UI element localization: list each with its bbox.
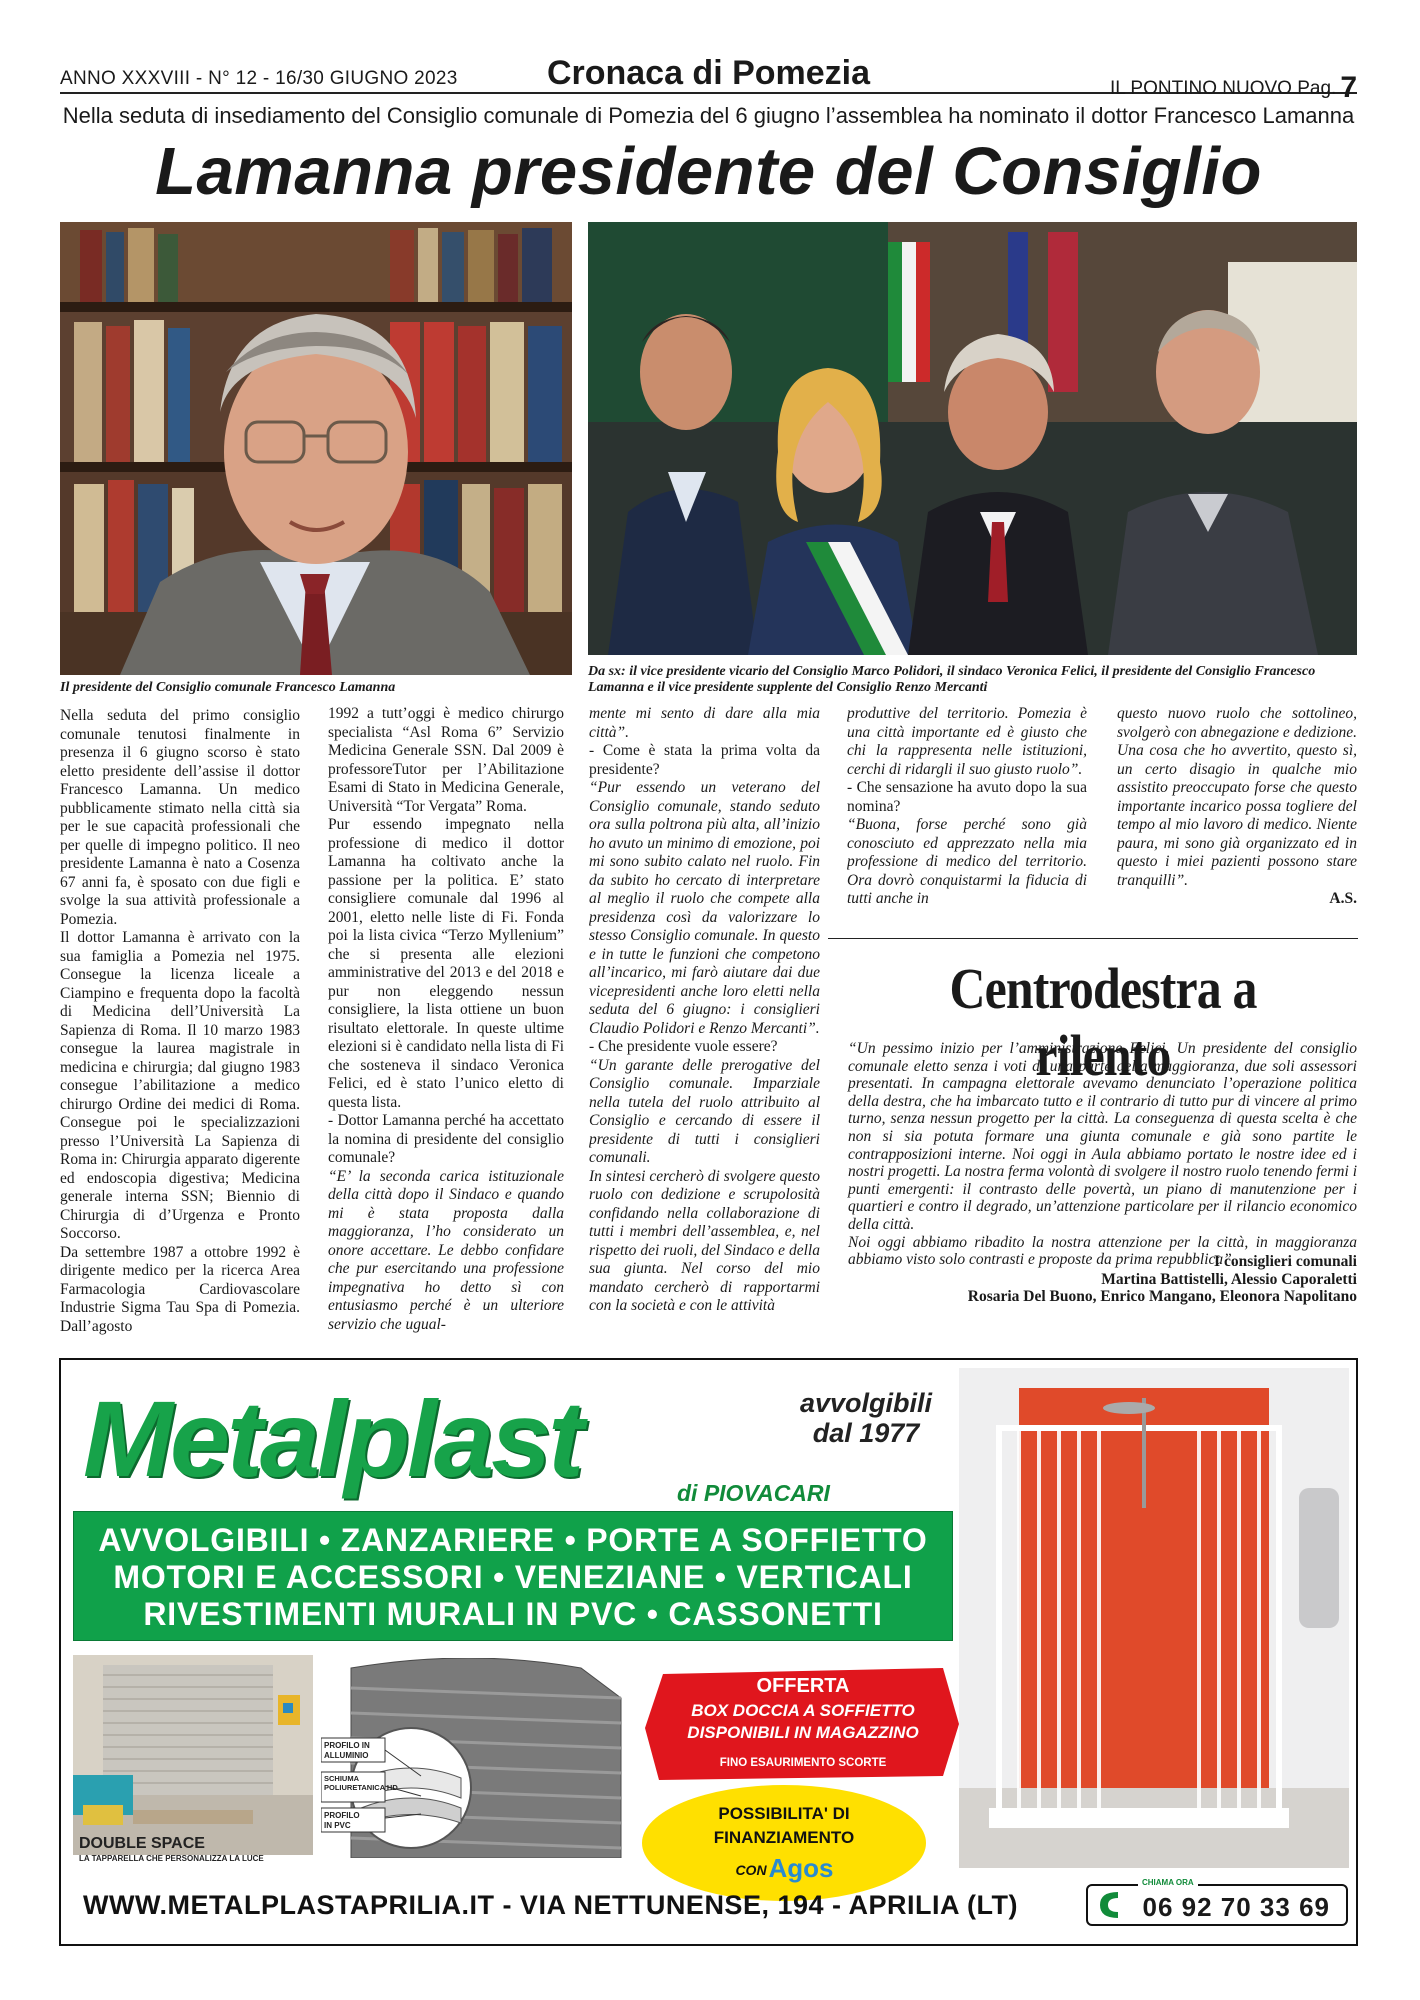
agos-logo: Agos: [768, 1853, 834, 1883]
portrait-photo: [60, 222, 572, 675]
offer-note: FINO ESAURIMENTO SCORTE: [719, 1757, 887, 1769]
offer-line: DISPONIBILI IN MAGAZZINO: [687, 1723, 919, 1742]
double-space-tagline: LA TAPPARELLA CHE PERSONALIZZA LA LUCE: [79, 1854, 264, 1863]
article-paragraph: Nella seduta del primo consiglio comunale tenutosi finalmente in presenza il 6 giugno scorso è stato eletto presidente dell’assise il dottor Francesco Lamanna. Un medico pubblicamente stimato nella città sia per le sue capacità professionali che per quelle di impegno politico. Il neo presidente Lamanna è nato a Cosenza 67 anni fa, è sposato con due figli e svolge la sua attività professionale a Pomezia.: [60, 707, 300, 928]
sidebar-divider: [828, 938, 1358, 939]
group-illustration: [588, 222, 1357, 655]
phone-number[interactable]: 06 92 70 33 69: [1142, 1892, 1330, 1922]
group-caption: Da sx: il vice presidente vicario del Consiglio Marco Polidori, il sindaco Veronica Felici, il presidente del Consiglio Francesco Lamanna e il vice presidente supplente del Consiglio Renzo Mercanti: [588, 664, 1316, 695]
roll-label-3: PROFILO: [324, 1811, 360, 1820]
article-column-5: [1117, 705, 1357, 935]
signature-line: Rosaria Del Buono, Enrico Mangano, Eleonora Napolitano: [967, 1288, 1357, 1306]
roll-label-2b: POLIURETANICA HD: [324, 1783, 398, 1792]
shutter-illustration: [321, 1658, 651, 1858]
article-column-1: [60, 707, 300, 1347]
ad-footer: [73, 1876, 1348, 1934]
sidebar-paragraph: Noi oggi abbiamo ribadito la nostra attenzione per la città, in maggioranza abbiamo visto solo contrasti e proposte da prima repubblica”.: [848, 1233, 1357, 1269]
article-paragraph: Da settembre 1987 a ottobre 1992 è dirigente medico per la ricerca Area Farmacologia Cardiovascolare Industrie Sigma Tau Spa di Pomezia. Dall’agosto: [60, 1243, 300, 1335]
call-now-label: CHIAMA ORA: [1138, 1878, 1198, 1887]
interview-answer: In sintesi cercherò di svolgere questo ruolo con dedizione e scrupolosità confidando nella collaborazione di tutti i membri dell’assemblea, e, nel rispetto dei ruoli, del Sindaco e della sua giunta. Nel corso del mio mandato cercherò di rapportarmi con la società e con le attività: [589, 1167, 820, 1314]
finance-line: POSSIBILITA' DI: [718, 1804, 850, 1823]
issue-info: ANNO XXXVIII - N° 12 - 16/30 GIUGNO 2023: [60, 68, 458, 89]
article-headline: Lamanna presidente del Consiglio: [155, 134, 1262, 209]
interview-answer: “Pur essendo un veterano del Consiglio comunale, stando seduto ora sulla poltrona più alta, all’inizio ho avuto un minimo di emozione, poi mi sono subito calato nel ruolo. Fin da subito ho cercato di interpretare al meglio il ruolo che compete alla presidenza così da valorizzare lo stesso Consiglio comunale. In questo e in tutte le funzioni che competono all’incarico, mi farò aiutare dai due vicepresidenti anche loro eletti nella seduta del 6 giugno: i consiglieri Claudio Polidori e Renzo Mercanti”.: [589, 779, 820, 1037]
room-illustration: [73, 1655, 313, 1855]
author-initials: A.S.: [1329, 890, 1357, 907]
phone-box[interactable]: [1086, 1878, 1348, 1926]
finance-line: FINANZIAMENTO: [713, 1828, 855, 1847]
group-photo: [588, 222, 1357, 655]
product-line: MOTORI E ACCESSORI • VENEZIANE • VERTICALI: [113, 1559, 913, 1595]
shutter-diagram: [321, 1658, 651, 1858]
article-paragraph: 1992 a tutt’oggi è medico chirurgo specialista “Asl Roma 6” Servizio Medicina Generale SSN. Dal 2009 è professoreTutor per l’Abilitazione Esami di Stato in Medicina Generale, Università “Tor Vergata” Roma.: [328, 705, 564, 815]
sidebar-title: Centrodestra a rilento: [949, 956, 1257, 1088]
interview-answer: “Buona, forse perché sono già conosciuto ed apprezzato nella mia professione di medico del territorio. Ora dovrò conquistarmi la fiducia di tutti anche in: [847, 816, 1087, 907]
interview-answer: “E’ la seconda carica istituzionale della città dopo il Sindaco e quando mi è stata proposta dalla maggioranza, l’ho considerato un onore accettare. Le debbo confidare che pur esercitando una professione impegnativa ho detto sì con entusiasmo perché è un ulteriore servizio che ugual-: [328, 1167, 564, 1333]
signature-line: I consiglieri comunali: [1214, 1253, 1357, 1270]
brand-logo: Metalplast: [83, 1378, 582, 1499]
sidebar-text: [848, 1040, 1357, 1269]
article-column-2: [328, 705, 564, 1347]
offer-badge: [643, 1668, 963, 1780]
interview-answer: “Un garante delle prerogative del Consiglio comunale. Imparziale nella tutela del ruolo attribuito al Consiglio e cercando di essere il presidente di tutti i consiglieri comunali.: [589, 1056, 820, 1166]
interview-question: - Dottor Lamanna perché ha accettato la nomina di presidente del consiglio comunale?: [328, 1112, 564, 1166]
room-photo: [73, 1655, 313, 1855]
interview-question: - Come è stata la prima volta da presidente?: [589, 742, 820, 778]
product-line: RIVESTIMENTI MURALI IN PVC • CASSONETTI: [143, 1596, 883, 1632]
interview-answer: mente mi sento di dare alla mia città”.: [589, 705, 820, 741]
publication-label: IL PONTINO NUOVO Pag.: [1110, 78, 1337, 99]
brand-since: [796, 1388, 936, 1448]
interview-question: - Che sensazione ha avuto dopo la sua nomina?: [847, 779, 1087, 815]
metalplast-advertisement: [59, 1358, 1358, 1946]
website-address[interactable]: WWW.METALPLASTAPRILIA.IT - VIA NETTUNENSE, 194 - APRILIA (LT): [83, 1890, 1018, 1920]
article-column-4: [847, 705, 1087, 935]
interview-answer: questo nuovo ruolo che sottolineo, svolgerò con abnegazione e dedizione. Una cosa che ho avvertito, questo sì, un certo disagio in qualche mio assistito preoccupato forse che questo importante incarico possa togliere del tempo al mio lavoro di medico. Niente paura, mi sono già organizzato ed in questo i miei pazienti possono stare tranquilli”.: [1117, 705, 1357, 889]
interview-answer: produttive del territorio. Pomezia è una città importante ed è giusto che chi la rappresenta nelle istituzioni, cerchi di ridargli il suo giusto ruolo”.: [847, 705, 1087, 778]
offer-shape: [643, 1668, 963, 1780]
article-kicker: Nella seduta di insediamento del Consiglio comunale di Pomezia del 6 giugno l’assemblea ha nominato il dottor Francesco Lamanna: [62, 103, 1355, 128]
signature-line: Martina Battistelli, Alessio Caporaletti: [1101, 1270, 1357, 1288]
offer-title: OFFERTA: [756, 1675, 850, 1697]
product-line: AVVOLGIBILI • ZANZARIERE • PORTE A SOFFIETTO: [98, 1522, 928, 1558]
article-column-3: [589, 705, 820, 1350]
double-space-logo: DOUBLE SPACE: [79, 1835, 205, 1852]
sidebar-signature: [848, 1253, 1357, 1306]
shower-photo: [959, 1368, 1349, 1868]
phone-icon: [1094, 1888, 1128, 1922]
article-paragraph: Il dottor Lamanna è arrivato con la sua famiglia a Pomezia nel 1975. Consegue la licenza liceale a Ciampino e frequenta dopo la facoltà di Medicina dell’Università La Sapienza di Roma. Il 10 marzo 1983 consegue la laurea magistrale in medicina e chirurgia; dal giugno 1983 consegue l’abilitazione a medico chirurgo Ordine dei medici di Roma. Consegue poi le specializzazioni presso l’Università La Sapienza di Roma in: Chirurgia apparato digerente ed endoscopia digestiva; Medicina generale interna SSN; Biennio di Chirurgia di d’Urgenza e Pronto Soccorso.: [60, 929, 300, 1242]
roll-label-1: PROFILO IN: [324, 1741, 370, 1750]
offer-line: BOX DOCCIA A SOFFIETTO: [691, 1701, 915, 1720]
product-banner: [73, 1511, 953, 1641]
article-paragraph: Pur essendo impegnato nella professione di medico il dottor Lamanna ha coltivato anche la passione per la politica. E’ stato consigliere comunale dal 1996 al 2001, eletto nelle liste di Fi. Fonda poi la lista civica “Terzo Myllenium” che si presenta alle elezioni amministrative del 2013 e del 2018 e pur non eleggendo nessun consigliere, la lista ottiene un buon risultato elettorale. In queste ultime elezioni si è candidato nella lista di Fi che sosteneva il sindaco Veronica Felici, ed è stato l’unico eletto di questa lista.: [328, 816, 564, 1111]
page-number: 7: [1340, 71, 1357, 104]
page-header: [60, 54, 1357, 104]
since-line: dal 1977: [812, 1418, 920, 1448]
shower-illustration: [959, 1368, 1349, 1868]
roll-label-1b: ALLUMINIO: [324, 1751, 369, 1760]
section-title: Cronaca di Pomezia: [546, 54, 871, 92]
interview-question: - Che presidente vuole essere?: [589, 1038, 778, 1055]
brand-subtitle: di PIOVACARI: [677, 1480, 830, 1506]
roll-label-3b: IN PVC: [324, 1821, 351, 1830]
sidebar-paragraph: “Un pessimo inizio per l’amministrazione Felici. Un presidente del consiglio comunale eletto senza i voti di una parte della maggioranza, due soli assessori presentati. In campagna elettorale avevamo denunciato l’operazione politica della destra, che ha imbarcato tutto e il contrario di tutto pur di vincere al primo turno, senza nessun progetto per la città. La conseguenza di questa scelta è che non si sia potuta formare una giunta comunale e già sono partite le contrapposizioni interne. Noi oggi in Aula abbiamo portato le nostre idee ed i nostri progetti. La nostra ferma volontà di svolgere il nostro ruolo tenendo fermi i punti emergenti: il contrasto delle povertà, un piano di manutenzione per i quartieri e contro il degrado, un’attenzione particolare per il rilancio economico della città.: [848, 1040, 1357, 1233]
publication-name: [1110, 68, 1357, 102]
portrait-illustration: [60, 222, 572, 675]
finance-con: CON: [735, 1862, 767, 1878]
since-line: avvolgibili: [799, 1388, 933, 1418]
roll-label-2: SCHIUMA: [324, 1774, 359, 1783]
portrait-caption: Il presidente del Consiglio comunale Francesco Lamanna: [60, 680, 396, 695]
